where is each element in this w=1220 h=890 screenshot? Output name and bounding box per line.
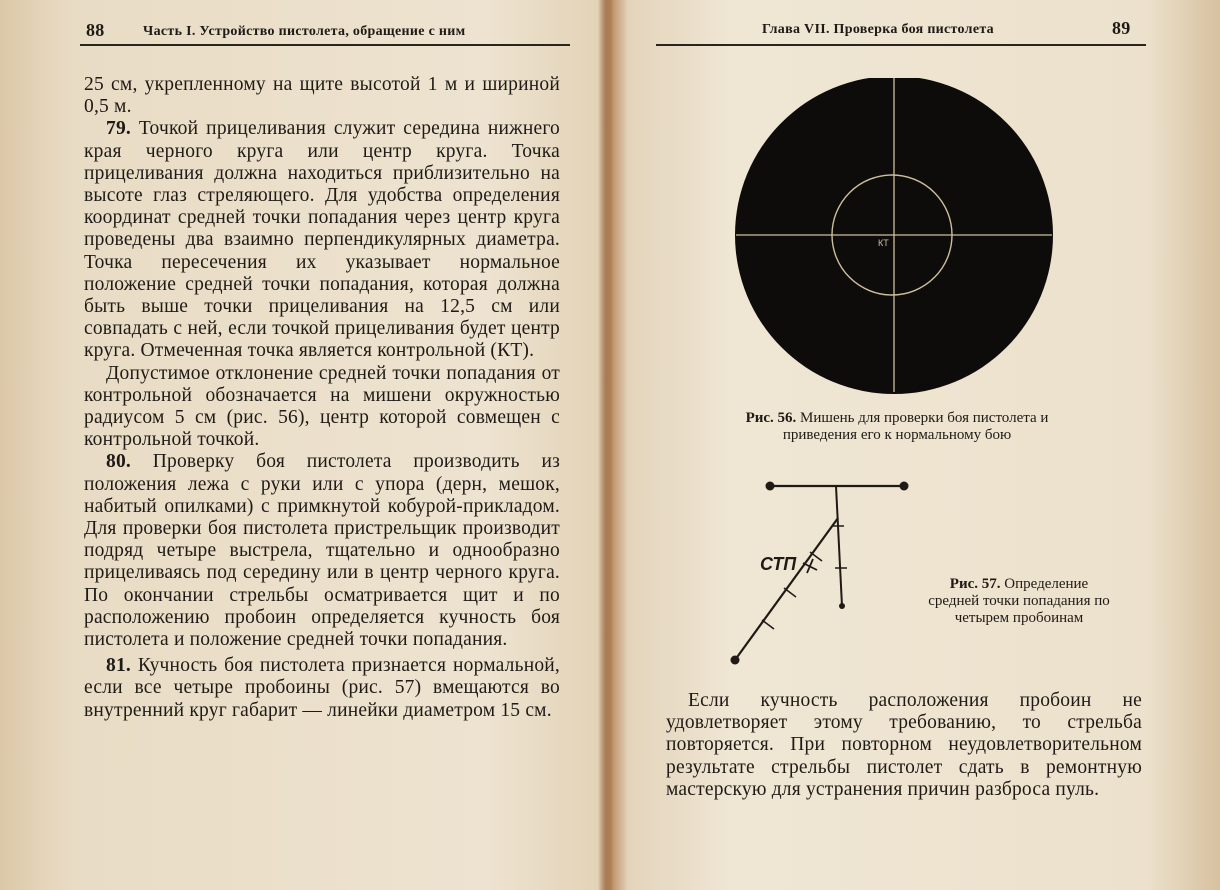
figure-57-label: Рис. 57. [949, 576, 1001, 592]
right-header-rule [656, 44, 1146, 46]
paragraph-80 [84, 451, 560, 651]
left-body-text [84, 74, 560, 722]
hole-mark [731, 656, 740, 665]
paragraph-79 [84, 118, 560, 362]
paragraph-text: Точкой прицеливания служит середина нижнего края черного круга или центр круга. Точка прицеливания должна находиться приблизительно на высоте глаз стреляющего. Для удобства определения координат средней точки попадания через центр круга проведены два взаимно перпендикулярных диаметра. Точка пересечения их указывает нормальное положение средней точки попадания, которая должна быть выше точки прицеливания на 12,5 см или совпадать с ней, если точкой прицеливания будет центр круга. Отмеченная точка является контрольной (КТ). [84, 118, 560, 362]
figure-57-text: Определение средней точки попадания по четырем пробоинам [928, 576, 1110, 626]
paragraph-deviation [84, 363, 560, 452]
left-header-rule [80, 44, 570, 46]
paragraph-text: Допустимое отклонение средней точки попадания от контрольной обозначается на мишени окружностью радиусом 5 см (рис. 56), центр которой совмещен с контрольной точкой. [84, 362, 560, 451]
gauge-figure [722, 476, 922, 666]
target-figure [732, 78, 1056, 396]
figure-56-caption [732, 410, 1062, 444]
right-body-text [666, 690, 1142, 801]
paragraph-81 [84, 655, 560, 722]
paragraph-number: 79. [106, 118, 131, 140]
left-page [0, 0, 600, 890]
paragraph-intro [84, 74, 560, 118]
figure-56-text: Мишень для проверки боя пистолета и приведения его к нормальному бою [782, 410, 1049, 443]
hole-mark [766, 482, 775, 491]
tick-mark [784, 588, 796, 597]
tick-mark [762, 620, 774, 629]
hole-mark [839, 603, 845, 609]
left-running-head: Часть I. Устройство пистолета, обращение с ним [143, 24, 466, 39]
connecting-line [836, 486, 842, 606]
paragraph-number: 81. [106, 655, 131, 677]
paragraph-repeat: Если кучность расположения пробоин не удовлетворяет этому требованию, то стрельба повторяется. При повторном неудовлетворительном результате стрельбы пистолет сдать в ремонтную мастерскую для устранения причин разброса пуль. [666, 690, 1142, 800]
paragraph-text: Проверку боя пистолета производить из положения лежа с руки или с упора (дерн, мешок, набитый опилками) с примкнутой кобурой-прикладом. Для проверки боя пистолета пристрельщик производит подряд четыре выстрела, тщательно и однообразно прицеливаясь под середину или в центр черного круга. По окончании стрельбы осматривается щит и по расположению пробоин определяется кучность боя пистолета и положение средней точки попадания. [84, 451, 561, 651]
paragraph-text: Кучность боя пистолета признается нормальной, если все четыре пробоины (рис. 57) вмещаются во внутренний круг габарит — линейки диаметром 15 см. [84, 655, 560, 721]
left-page-number: 88 [86, 20, 105, 40]
stp-label: СТП [760, 554, 797, 574]
figure-56-label: Рис. 56. [745, 410, 797, 426]
figure-57-caption [924, 576, 1114, 627]
right-page [612, 0, 1220, 890]
kt-label: КТ [878, 238, 889, 248]
right-running-head: Глава VII. Проверка боя пистолета [762, 22, 994, 37]
paragraph-number: 80. [106, 451, 131, 473]
right-page-number: 89 [1112, 18, 1131, 38]
hole-mark [900, 482, 909, 491]
paragraph-text: 25 см, укрепленному на щите высотой 1 м и шириной 0,5 м. [84, 74, 560, 118]
